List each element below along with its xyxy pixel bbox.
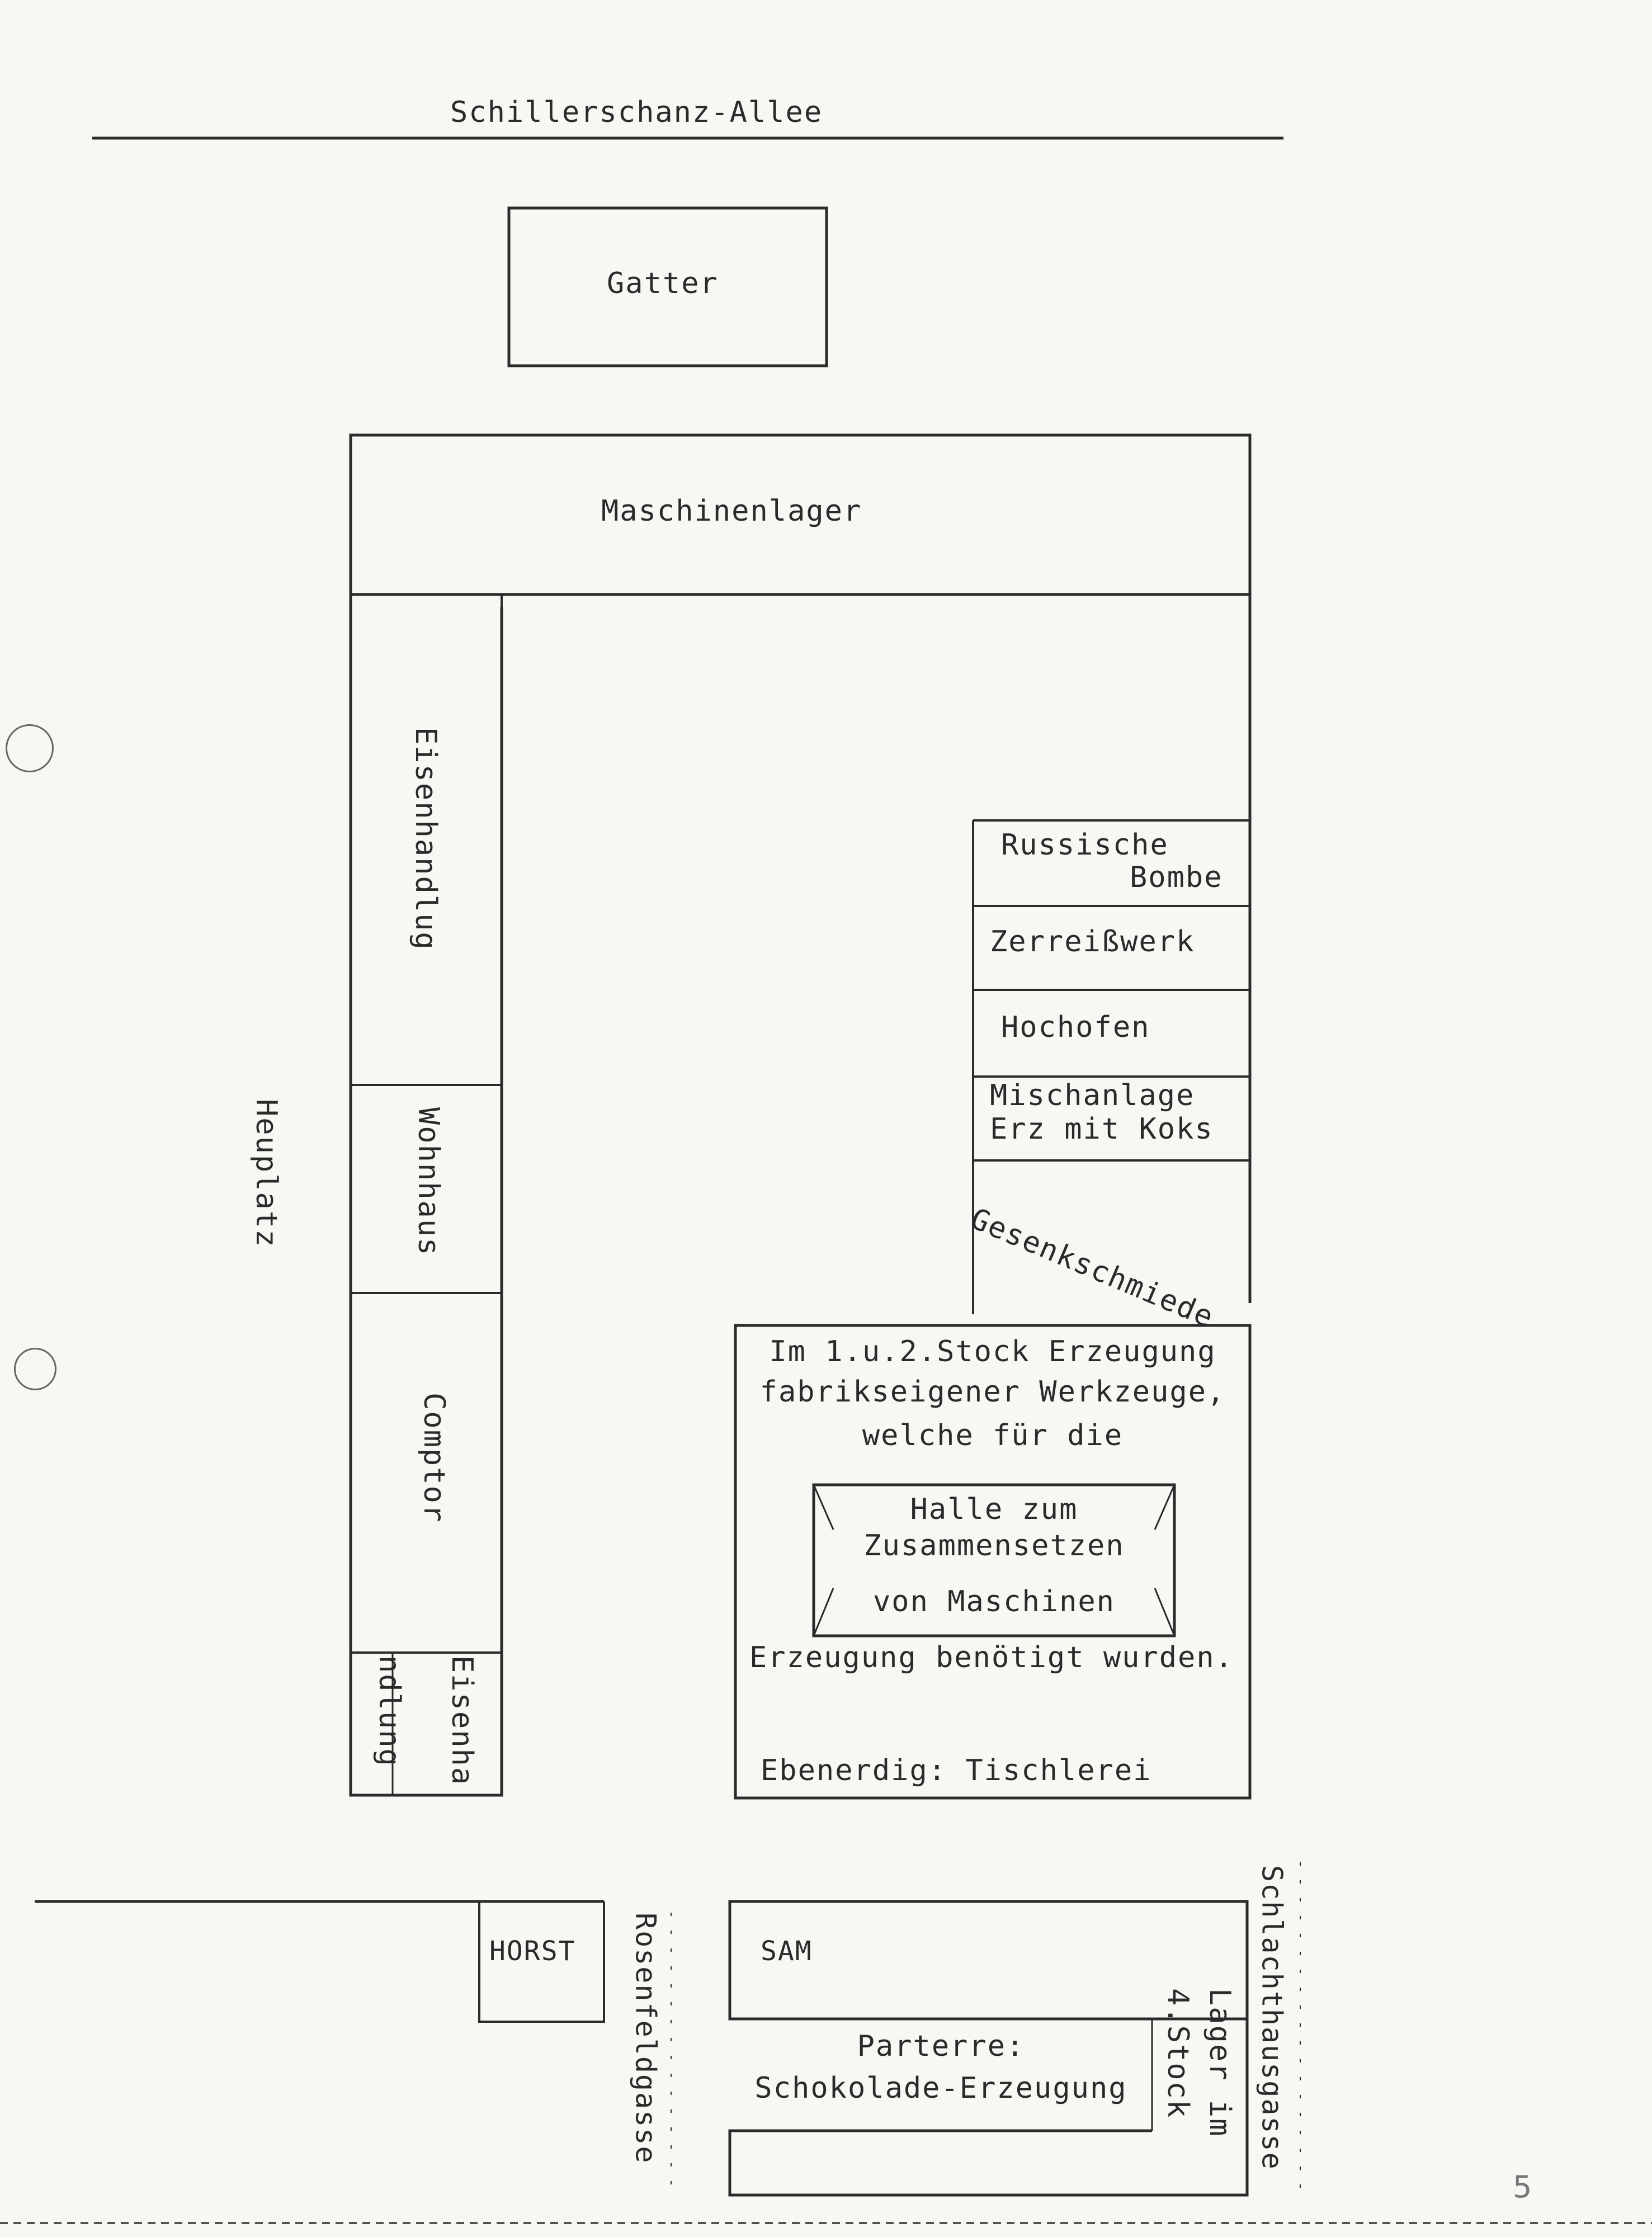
halle-label-3: von Maschinen bbox=[873, 1585, 1115, 1618]
horst-label: HORST bbox=[489, 1936, 576, 1967]
mischanlage-label-1: Mischanlage bbox=[990, 1079, 1195, 1112]
eisenhandlung-lower-label-2: ndlung bbox=[372, 1655, 406, 1767]
street-left-label: Heuplatz bbox=[249, 1099, 283, 1248]
eisenhandlung-upper-label: Eisenhandlug bbox=[408, 727, 442, 951]
werkzeug-text-3: welche für die bbox=[862, 1419, 1124, 1452]
halle-label-1: Halle zum bbox=[910, 1493, 1078, 1526]
zerreisswerk-label: Zerreißwerk bbox=[990, 925, 1195, 959]
page-number: 5 bbox=[1513, 2169, 1533, 2205]
street-top-label: Schillerschanz-Allee bbox=[450, 96, 823, 129]
eisenhandlung-lower-label-1: Eisenha bbox=[445, 1655, 479, 1786]
mischanlage-label-2: Erz mit Koks bbox=[990, 1112, 1214, 1146]
wohnhaus-label: Wohnhaus bbox=[411, 1107, 445, 1257]
parterre-label-2: Schokolade-Erzeugung bbox=[754, 2071, 1127, 2105]
halle-label-2: Zusammensetzen bbox=[863, 1529, 1125, 1563]
maschinenlager-label: Maschinenlager bbox=[601, 494, 862, 528]
comptor-label: Comptor bbox=[417, 1393, 451, 1523]
parterre-label-1: Parterre: bbox=[857, 2030, 1025, 2063]
werkzeug-text-2: fabrikseigener Werkzeuge, bbox=[759, 1375, 1226, 1409]
lager-label-2: 4.Stock bbox=[1160, 1988, 1195, 2119]
werkzeug-text-1: Im 1.u.2.Stock Erzeugung bbox=[769, 1335, 1216, 1368]
street-right-label: Schlachthausgasse bbox=[1255, 1865, 1288, 2170]
gesenkschmiede-label: Gesenkschmiede bbox=[965, 1202, 1219, 1335]
lager-label-1: Lager im bbox=[1202, 1988, 1236, 2137]
gatter-label: Gatter bbox=[607, 267, 719, 300]
erzeugung-text: Erzeugung benötigt wurden. bbox=[749, 1641, 1234, 1674]
hochofen-label: Hochofen bbox=[1001, 1011, 1150, 1044]
sam-label: SAM bbox=[761, 1936, 813, 1967]
russische-bombe-label-1: Russische bbox=[1001, 828, 1169, 862]
punch-hole-mark-bottom bbox=[14, 1348, 56, 1390]
russische-bombe-label-2: Bombe bbox=[1130, 861, 1223, 894]
punch-hole-mark-top bbox=[6, 724, 54, 772]
tischlerei-label: Ebenerdig: Tischlerei bbox=[761, 1754, 1152, 1787]
street-middle-label: Rosenfeldgasse bbox=[629, 1913, 662, 2164]
